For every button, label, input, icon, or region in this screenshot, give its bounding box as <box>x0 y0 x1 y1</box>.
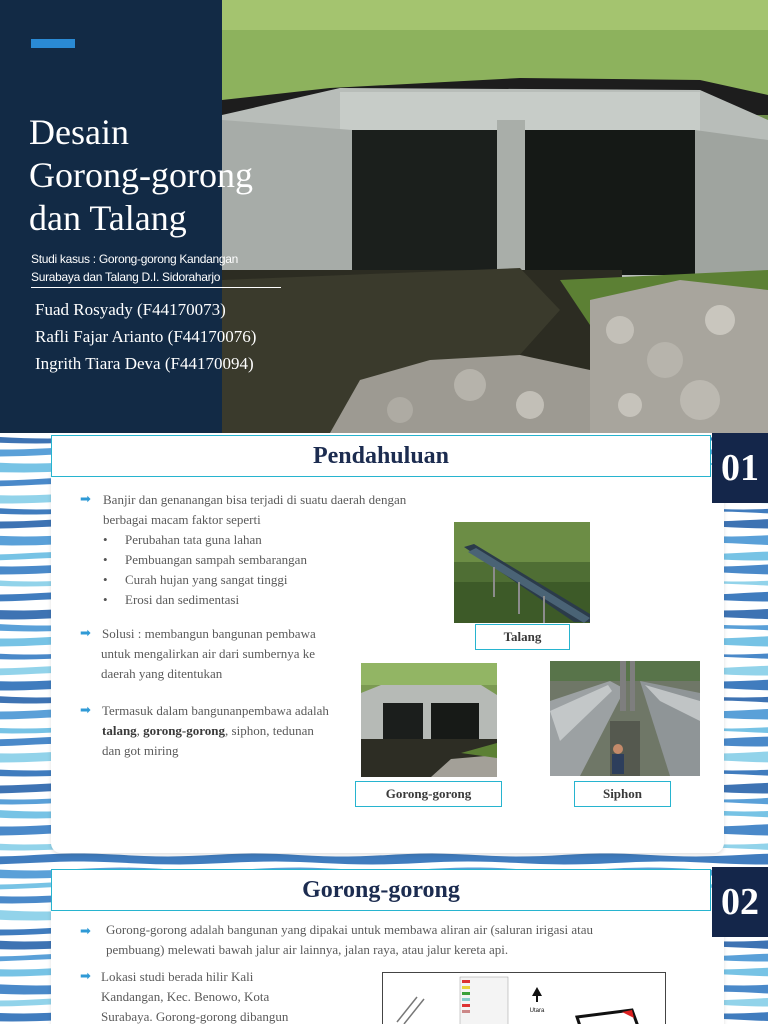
slide-title: Pendahuluan <box>51 435 711 477</box>
factor-list <box>103 530 500 610</box>
definition-point <box>80 920 720 960</box>
author-item: Ingrith Tiara Deva (F44170094) <box>35 354 254 373</box>
arrow-icon: ➡ <box>80 626 91 641</box>
gorong-gorong-photo <box>361 663 497 777</box>
point-text: berbagai macam faktor seperti <box>103 512 261 527</box>
slide-number-badge: 01 <box>712 433 768 503</box>
point-text: , siphon, tedunan <box>225 723 314 738</box>
cover-title-line: Desain <box>29 112 129 152</box>
location-point <box>80 967 350 1024</box>
point-text: untuk mengalirkan air dari sumbernya ke <box>101 646 316 661</box>
point-text: Termasuk dalam bangunanpembawa adalah <box>102 703 329 718</box>
point-text: Lokasi studi berada hilir Kali <box>101 969 254 984</box>
arrow-icon: ➡ <box>80 969 91 984</box>
pendahuluan-slide <box>0 433 768 865</box>
intro-point <box>80 490 500 610</box>
author-item: Rafli Fajar Arianto (F44170076) <box>35 327 257 346</box>
slide-title: Gorong-gorong <box>51 869 711 911</box>
arrow-icon: ➡ <box>80 492 91 507</box>
location-map <box>382 972 666 1024</box>
cover-subtitle-line: Studi kasus : Gorong-gorong Kandangan <box>31 252 239 266</box>
talang-photo <box>454 522 590 623</box>
cover-title-line: dan Talang <box>29 198 187 238</box>
cover-slide <box>0 0 768 433</box>
structure-point <box>80 701 362 761</box>
divider <box>31 287 281 288</box>
cover-title-line: Gorong-gorong <box>29 155 253 195</box>
cover-subtitle-line: Surabaya dan Talang D.I. Sidoraharjo <box>31 270 221 284</box>
author-item: Fuad Rosyady (F44170073) <box>35 300 226 319</box>
point-text: Surabaya. Gorong-gorong dibangun <box>101 1009 289 1024</box>
bold-term: gorong-gorong <box>143 723 226 738</box>
list-item: • Perubahan tata guna lahan <box>103 530 500 550</box>
caption-siphon: Siphon <box>574 781 671 807</box>
point-text: daerah yang ditentukan <box>101 666 223 681</box>
gorong-gorong-slide <box>0 865 768 1024</box>
point-text: Kandangan, Kec. Benowo, Kota <box>101 989 270 1004</box>
list-item: • Pembuangan sampah sembarangan <box>103 550 500 570</box>
point-text: Solusi : membangun bangunan pembawa <box>102 626 316 641</box>
arrow-icon: ➡ <box>80 924 91 939</box>
arrow-icon: ➡ <box>80 703 91 718</box>
solution-point <box>80 624 366 684</box>
list-item: • Erosi dan sedimentasi <box>103 590 500 610</box>
author-list <box>35 296 256 377</box>
cover-subtitle <box>31 250 331 286</box>
separator: , <box>136 723 144 738</box>
point-text <box>80 721 362 741</box>
bold-term: talang <box>102 723 137 738</box>
accent-bar <box>31 39 75 48</box>
cover-title <box>29 111 329 240</box>
caption-talang: Talang <box>475 624 570 650</box>
slide-number-badge: 02 <box>712 867 768 937</box>
map-north-label: Utara <box>529 1008 545 1014</box>
point-text: pembuang) melewati bawah jalur air lainnya, jalan raya, atau jalur kereta api. <box>106 942 509 957</box>
list-item: • Curah hujan yang sangat tinggi <box>103 570 500 590</box>
point-text: Gorong-gorong adalah bangunan yang dipakai untuk membawa aliran air (saluran irigasi atau <box>106 922 593 937</box>
point-text: dan got miring <box>102 743 179 758</box>
point-text: Banjir dan genanangan bisa terjadi di suatu daerah dengan <box>103 492 407 507</box>
caption-gorong-gorong: Gorong-gorong <box>355 781 502 807</box>
siphon-photo <box>550 661 700 776</box>
